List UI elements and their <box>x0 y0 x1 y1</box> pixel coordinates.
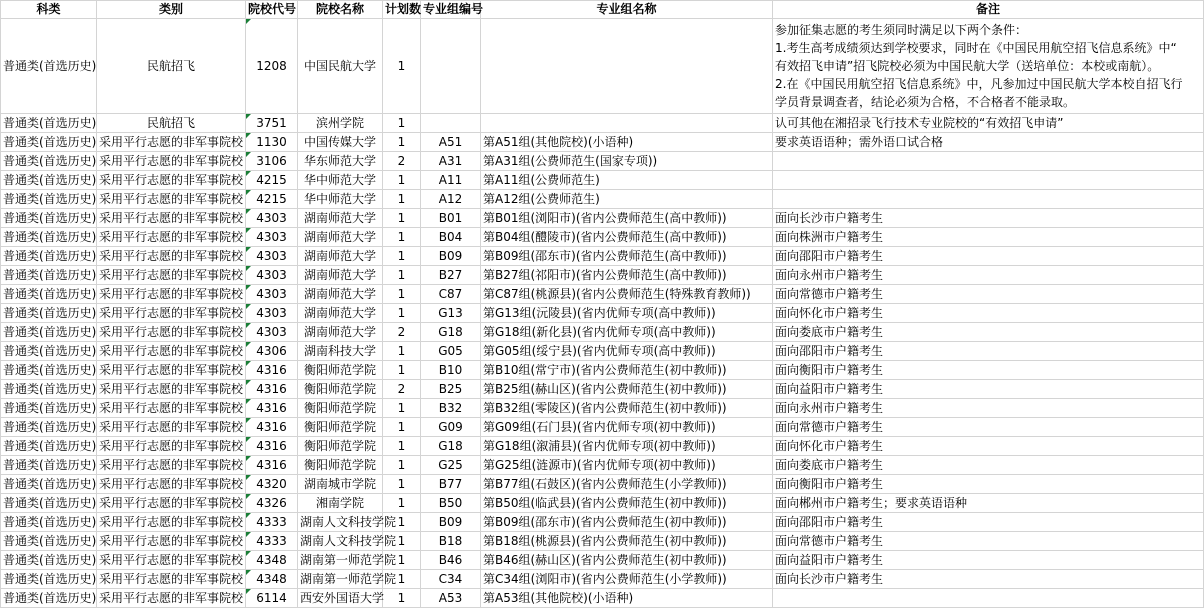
cell-group-name[interactable]: 第B32组(零陵区)(省内公费师范生(初中教师)) <box>481 399 773 418</box>
cell-school-code[interactable]: 4303 <box>246 228 298 247</box>
table-row <box>1 247 1204 266</box>
cell-plan[interactable]: 1 <box>383 285 421 304</box>
cell-category[interactable]: 采用平行志愿的非军事院校 <box>97 494 246 513</box>
cell-group-code[interactable]: B10 <box>421 361 481 380</box>
cell-school-code[interactable]: 4316 <box>246 456 298 475</box>
cell-note[interactable]: 面向怀化市户籍考生 <box>773 304 1204 323</box>
cell-school-code[interactable]: 4348 <box>246 570 298 589</box>
cell-note[interactable]: 面向长沙市户籍考生 <box>773 209 1204 228</box>
cell-note[interactable] <box>773 19 1204 114</box>
cell-plan[interactable]: 1 <box>383 456 421 475</box>
cell-subject[interactable]: 普通类(首选历史) <box>1 570 97 589</box>
cell-group-name[interactable]: 第G18组(新化县)(省内优师专项(高中教师)) <box>481 323 773 342</box>
cell-subject[interactable]: 普通类(首选历史) <box>1 456 97 475</box>
cell-note[interactable]: 面向郴州市户籍考生；要求英语语种 <box>773 494 1204 513</box>
cell-group-name[interactable]: 第G13组(沅陵县)(省内优师专项(高中教师)) <box>481 304 773 323</box>
header-row <box>1 1 1204 19</box>
cell-group-name[interactable]: 第B25组(赫山区)(省内公费师范生(初中教师)) <box>481 380 773 399</box>
cell-note[interactable]: 面向永州市户籍考生 <box>773 399 1204 418</box>
cell-group-code[interactable]: G13 <box>421 304 481 323</box>
cell-group-name[interactable]: 第B27组(祁阳市)(省内公费师范生(高中教师)) <box>481 266 773 285</box>
note-line: 参加征集志愿的考生须同时满足以下两个条件： <box>775 23 1028 37</box>
cell-group-code[interactable]: B18 <box>421 532 481 551</box>
cell-plan[interactable]: 1 <box>383 418 421 437</box>
header-note[interactable]: 备注 <box>773 1 1204 19</box>
cell-group-code[interactable]: B32 <box>421 399 481 418</box>
cell-school-code[interactable]: 4303 <box>246 304 298 323</box>
note-line: 学员背景调查者，结论必须为合格，不合格者不能录取。 <box>775 95 1076 109</box>
table-row <box>1 532 1204 551</box>
cell-school-code[interactable]: 4303 <box>246 323 298 342</box>
table-row <box>1 228 1204 247</box>
cell-subject[interactable]: 普通类(首选历史) <box>1 380 97 399</box>
cell-category[interactable]: 采用平行志愿的非军事院校 <box>97 171 246 190</box>
cell-subject[interactable]: 普通类(首选历史) <box>1 551 97 570</box>
note-line: 2.在《中国民用航空招飞信息系统》中，凡参加过中国民航大学本校自招飞行 <box>775 77 1183 91</box>
cell-plan[interactable]: 1 <box>383 399 421 418</box>
cell-group-name[interactable]: 第G25组(涟源市)(省内优师专项(初中教师)) <box>481 456 773 475</box>
cell-plan[interactable]: 1 <box>383 513 421 532</box>
cell-note[interactable]: 面向邵阳市户籍考生 <box>773 247 1204 266</box>
cell-note[interactable]: 面向怀化市户籍考生 <box>773 437 1204 456</box>
cell-school-name[interactable]: 湖南师范大学 <box>298 285 383 304</box>
cell-school-code[interactable]: 4215 <box>246 171 298 190</box>
cell-plan[interactable]: 1 <box>383 190 421 209</box>
cell-category[interactable]: 民航招飞 <box>97 19 246 114</box>
cell-plan[interactable]: 1 <box>383 475 421 494</box>
cell-category[interactable]: 采用平行志愿的非军事院校 <box>97 475 246 494</box>
cell-group-code[interactable]: B01 <box>421 209 481 228</box>
cell-group-code[interactable]: C34 <box>421 570 481 589</box>
cell-group-name[interactable]: 第B18组(桃源县)(省内公费师范生(初中教师)) <box>481 532 773 551</box>
cell-group-name[interactable]: 第B46组(赫山区)(省内公费师范生(初中教师)) <box>481 551 773 570</box>
cell-category[interactable]: 采用平行志愿的非军事院校 <box>97 190 246 209</box>
header-subject[interactable]: 科类 <box>1 1 97 19</box>
cell-plan[interactable]: 1 <box>383 589 421 608</box>
cell-group-name[interactable]: 第B04组(醴陵市)(省内公费师范生(高中教师)) <box>481 228 773 247</box>
table-row <box>1 171 1204 190</box>
cell-category[interactable]: 采用平行志愿的非军事院校 <box>97 589 246 608</box>
cell-plan[interactable]: 1 <box>383 551 421 570</box>
cell-category[interactable]: 采用平行志愿的非军事院校 <box>97 228 246 247</box>
table-row <box>1 152 1204 171</box>
cell-subject[interactable]: 普通类(首选历史) <box>1 418 97 437</box>
cell-plan[interactable]: 2 <box>383 380 421 399</box>
table-row <box>1 114 1204 133</box>
cell-school-code[interactable]: 4316 <box>246 361 298 380</box>
cell-note[interactable]: 面向娄底市户籍考生 <box>773 456 1204 475</box>
cell-note[interactable] <box>773 171 1204 190</box>
cell-note[interactable]: 面向邵阳市户籍考生 <box>773 513 1204 532</box>
cell-subject[interactable]: 普通类(首选历史) <box>1 437 97 456</box>
cell-group-code[interactable]: B77 <box>421 475 481 494</box>
cell-subject[interactable]: 普通类(首选历史) <box>1 228 97 247</box>
cell-group-code[interactable]: G25 <box>421 456 481 475</box>
cell-school-name[interactable]: 湖南师范大学 <box>298 209 383 228</box>
cell-plan[interactable]: 1 <box>383 133 421 152</box>
header-school-name[interactable]: 院校名称 <box>298 1 383 19</box>
cell-subject[interactable]: 普通类(首选历史) <box>1 475 97 494</box>
cell-note[interactable]: 面向衡阳市户籍考生 <box>773 475 1204 494</box>
header-category[interactable]: 类别 <box>97 1 246 19</box>
cell-group-code[interactable]: G18 <box>421 323 481 342</box>
cell-school-code[interactable]: 1130 <box>246 133 298 152</box>
cell-category[interactable]: 采用平行志愿的非军事院校 <box>97 247 246 266</box>
cell-school-name[interactable]: 湖南师范大学 <box>298 323 383 342</box>
cell-subject[interactable]: 普通类(首选历史) <box>1 19 97 114</box>
cell-group-code[interactable]: G18 <box>421 437 481 456</box>
cell-school-name[interactable]: 衡阳师范学院 <box>298 437 383 456</box>
table-row <box>1 19 1204 114</box>
cell-plan[interactable]: 1 <box>383 19 421 114</box>
table-row <box>1 418 1204 437</box>
cell-school-name[interactable]: 滨州学院 <box>298 114 383 133</box>
cell-plan[interactable]: 1 <box>383 247 421 266</box>
cell-note[interactable]: 面向娄底市户籍考生 <box>773 323 1204 342</box>
cell-plan[interactable]: 1 <box>383 494 421 513</box>
cell-school-code[interactable]: 4348 <box>246 551 298 570</box>
note-line: 1.考生高考成绩须达到学校要求，同时在《中国民用航空招飞信息系统》中“ <box>775 41 1177 55</box>
cell-note[interactable]: 面向益阳市户籍考生 <box>773 551 1204 570</box>
cell-group-code[interactable]: B04 <box>421 228 481 247</box>
cell-school-code[interactable]: 4303 <box>246 209 298 228</box>
cell-school-code[interactable]: 4320 <box>246 475 298 494</box>
cell-group-code[interactable]: B09 <box>421 513 481 532</box>
cell-school-code[interactable]: 4215 <box>246 190 298 209</box>
cell-school-code[interactable]: 4303 <box>246 266 298 285</box>
cell-school-name[interactable]: 中国传媒大学 <box>298 133 383 152</box>
header-plan[interactable]: 计划数 <box>383 1 421 19</box>
cell-group-name[interactable]: 第B10组(常宁市)(省内公费师范生(初中教师)) <box>481 361 773 380</box>
table-row <box>1 399 1204 418</box>
cell-school-code[interactable]: 3106 <box>246 152 298 171</box>
cell-category[interactable]: 采用平行志愿的非军事院校 <box>97 323 246 342</box>
cell-group-name[interactable]: 第C34组(浏阳市)(省内公费师范生(小学教师)) <box>481 570 773 589</box>
cell-school-name[interactable]: 湖南师范大学 <box>298 228 383 247</box>
cell-category[interactable]: 采用平行志愿的非军事院校 <box>97 570 246 589</box>
cell-group-name[interactable]: 第A51组(其他院校)(小语种) <box>481 133 773 152</box>
cell-category[interactable]: 采用平行志愿的非军事院校 <box>97 209 246 228</box>
cell-plan[interactable]: 1 <box>383 304 421 323</box>
table-row <box>1 475 1204 494</box>
cell-category[interactable]: 采用平行志愿的非军事院校 <box>97 532 246 551</box>
cell-subject[interactable]: 普通类(首选历史) <box>1 209 97 228</box>
cell-note[interactable]: 面向株洲市户籍考生 <box>773 228 1204 247</box>
cell-school-name[interactable]: 西安外国语大学 <box>298 589 383 608</box>
cell-group-name[interactable]: 第B01组(浏阳市)(省内公费师范生(高中教师)) <box>481 209 773 228</box>
cell-school-code[interactable]: 4306 <box>246 342 298 361</box>
cell-school-name[interactable]: 湖南师范大学 <box>298 247 383 266</box>
cell-school-code[interactable]: 4316 <box>246 418 298 437</box>
cell-group-name[interactable]: 第B09组(邵东市)(省内公费师范生(初中教师)) <box>481 513 773 532</box>
cell-group-name[interactable] <box>481 19 773 114</box>
note-line: 有效招飞申请”招飞院校必须为中国民航大学（送培单位：本校或南航）。 <box>775 59 1160 73</box>
table-row <box>1 342 1204 361</box>
cell-group-code[interactable]: B27 <box>421 266 481 285</box>
cell-plan[interactable]: 1 <box>383 228 421 247</box>
cell-school-name[interactable]: 衡阳师范学院 <box>298 456 383 475</box>
cell-school-name[interactable]: 衡阳师范学院 <box>298 399 383 418</box>
cell-note[interactable] <box>773 589 1204 608</box>
table-row <box>1 304 1204 323</box>
cell-plan[interactable]: 1 <box>383 437 421 456</box>
table-row <box>1 285 1204 304</box>
table-row <box>1 551 1204 570</box>
cell-plan[interactable]: 1 <box>383 171 421 190</box>
cell-group-code[interactable]: A11 <box>421 171 481 190</box>
header-school-code[interactable]: 院校代号 <box>246 1 298 19</box>
cell-note[interactable]: 面向衡阳市户籍考生 <box>773 361 1204 380</box>
cell-subject[interactable]: 普通类(首选历史) <box>1 399 97 418</box>
cell-group-name[interactable]: 第A53组(其他院校)(小语种) <box>481 589 773 608</box>
cell-school-code[interactable]: 4326 <box>246 494 298 513</box>
cell-group-code[interactable]: C87 <box>421 285 481 304</box>
cell-school-name[interactable]: 华东师范大学 <box>298 152 383 171</box>
cell-school-code[interactable]: 4303 <box>246 285 298 304</box>
cell-school-name[interactable]: 湖南城市学院 <box>298 475 383 494</box>
cell-group-code[interactable] <box>421 114 481 133</box>
cell-plan[interactable]: 2 <box>383 323 421 342</box>
table-row <box>1 209 1204 228</box>
table-row <box>1 513 1204 532</box>
cell-group-code[interactable]: B50 <box>421 494 481 513</box>
cell-category[interactable]: 采用平行志愿的非军事院校 <box>97 399 246 418</box>
cell-group-name[interactable]: 第G18组(溆浦县)(省内优师专项(初中教师)) <box>481 437 773 456</box>
cell-group-name[interactable]: 第C87组(桃源县)(省内公费师范生(特殊教育教师)) <box>481 285 773 304</box>
cell-school-name[interactable]: 湖南师范大学 <box>298 304 383 323</box>
cell-group-code[interactable]: B25 <box>421 380 481 399</box>
cell-school-code[interactable]: 4303 <box>246 247 298 266</box>
table-row <box>1 323 1204 342</box>
cell-school-code[interactable]: 4316 <box>246 380 298 399</box>
table-row <box>1 361 1204 380</box>
cell-school-name[interactable]: 湖南科技大学 <box>298 342 383 361</box>
cell-group-name[interactable]: 第A31组(公费师范生(国家专项)) <box>481 152 773 171</box>
cell-subject[interactable]: 普通类(首选历史) <box>1 266 97 285</box>
cell-note[interactable]: 面向永州市户籍考生 <box>773 266 1204 285</box>
cell-school-code[interactable]: 4316 <box>246 399 298 418</box>
cell-school-code[interactable]: 1208 <box>246 19 298 114</box>
cell-category[interactable]: 采用平行志愿的非军事院校 <box>97 437 246 456</box>
cell-school-name[interactable]: 湖南人文科技学院 <box>298 513 383 532</box>
header-group-name[interactable]: 专业组名称 <box>481 1 773 19</box>
cell-group-code[interactable]: B46 <box>421 551 481 570</box>
cell-school-code[interactable]: 6114 <box>246 589 298 608</box>
cell-school-code[interactable]: 4333 <box>246 532 298 551</box>
cell-note[interactable]: 要求英语语种；需外语口试合格 <box>773 133 1204 152</box>
cell-school-name[interactable]: 华中师范大学 <box>298 190 383 209</box>
cell-category[interactable]: 采用平行志愿的非军事院校 <box>97 380 246 399</box>
table-row <box>1 266 1204 285</box>
cell-category[interactable]: 采用平行志愿的非军事院校 <box>97 133 246 152</box>
cell-plan[interactable]: 1 <box>383 266 421 285</box>
header-group-code[interactable]: 专业组编号 <box>421 1 481 19</box>
cell-subject[interactable]: 普通类(首选历史) <box>1 285 97 304</box>
cell-plan[interactable]: 1 <box>383 570 421 589</box>
cell-category[interactable]: 采用平行志愿的非军事院校 <box>97 266 246 285</box>
cell-subject[interactable]: 普通类(首选历史) <box>1 532 97 551</box>
cell-school-name[interactable]: 华中师范大学 <box>298 171 383 190</box>
cell-group-name[interactable]: 第B50组(临武县)(省内公费师范生(初中教师)) <box>481 494 773 513</box>
cell-category[interactable]: 采用平行志愿的非军事院校 <box>97 304 246 323</box>
cell-school-code[interactable]: 4333 <box>246 513 298 532</box>
cell-group-name[interactable]: 第B09组(邵东市)(省内公费师范生(高中教师)) <box>481 247 773 266</box>
cell-subject[interactable]: 普通类(首选历史) <box>1 152 97 171</box>
cell-note[interactable]: 面向常德市户籍考生 <box>773 418 1204 437</box>
cell-category[interactable]: 采用平行志愿的非军事院校 <box>97 361 246 380</box>
cell-school-name[interactable]: 湖南师范大学 <box>298 266 383 285</box>
cell-note[interactable]: 面向长沙市户籍考生 <box>773 570 1204 589</box>
table-row <box>1 456 1204 475</box>
cell-note[interactable] <box>773 152 1204 171</box>
table-row <box>1 133 1204 152</box>
cell-category[interactable]: 采用平行志愿的非军事院校 <box>97 456 246 475</box>
cell-plan[interactable]: 1 <box>383 532 421 551</box>
cell-group-name[interactable]: 第G09组(石门县)(省内优师专项(初中教师)) <box>481 418 773 437</box>
cell-category[interactable]: 采用平行志愿的非军事院校 <box>97 418 246 437</box>
cell-school-name[interactable]: 湘南学院 <box>298 494 383 513</box>
cell-group-name[interactable]: 第A11组(公费师范生) <box>481 171 773 190</box>
cell-school-name[interactable]: 湖南第一师范学院 <box>298 551 383 570</box>
cell-subject[interactable]: 普通类(首选历史) <box>1 361 97 380</box>
cell-subject[interactable]: 普通类(首选历史) <box>1 171 97 190</box>
cell-plan[interactable]: 1 <box>383 209 421 228</box>
cell-category[interactable]: 采用平行志愿的非军事院校 <box>97 513 246 532</box>
cell-note[interactable]: 面向常德市户籍考生 <box>773 532 1204 551</box>
table-row <box>1 190 1204 209</box>
table-row <box>1 589 1204 608</box>
cell-subject[interactable]: 普通类(首选历史) <box>1 247 97 266</box>
cell-note[interactable]: 面向常德市户籍考生 <box>773 285 1204 304</box>
cell-subject[interactable]: 普通类(首选历史) <box>1 494 97 513</box>
cell-subject[interactable]: 普通类(首选历史) <box>1 114 97 133</box>
cell-subject[interactable]: 普通类(首选历史) <box>1 133 97 152</box>
cell-school-name[interactable]: 中国民航大学 <box>298 19 383 114</box>
cell-category[interactable]: 采用平行志愿的非军事院校 <box>97 285 246 304</box>
cell-group-name[interactable]: 第B77组(石鼓区)(省内公费师范生(小学教师)) <box>481 475 773 494</box>
cell-school-name[interactable]: 衡阳师范学院 <box>298 380 383 399</box>
cell-school-code[interactable]: 4316 <box>246 437 298 456</box>
cell-plan[interactable]: 1 <box>383 114 421 133</box>
cell-category[interactable]: 采用平行志愿的非军事院校 <box>97 342 246 361</box>
cell-category[interactable]: 民航招飞 <box>97 114 246 133</box>
cell-subject[interactable]: 普通类(首选历史) <box>1 513 97 532</box>
cell-note[interactable]: 面向益阳市户籍考生 <box>773 380 1204 399</box>
cell-school-name[interactable]: 湖南第一师范学院 <box>298 570 383 589</box>
cell-subject[interactable]: 普通类(首选历史) <box>1 304 97 323</box>
cell-group-code[interactable] <box>421 19 481 114</box>
table-row <box>1 437 1204 456</box>
cell-school-code[interactable]: 3751 <box>246 114 298 133</box>
cell-note[interactable]: 认可其他在湘招录飞行技术专业院校的“有效招飞申请” <box>773 114 1204 133</box>
cell-note[interactable] <box>773 190 1204 209</box>
cell-group-code[interactable]: B09 <box>421 247 481 266</box>
cell-category[interactable]: 采用平行志愿的非军事院校 <box>97 551 246 570</box>
table-row <box>1 570 1204 589</box>
cell-group-code[interactable]: A12 <box>421 190 481 209</box>
cell-group-name[interactable] <box>481 114 773 133</box>
cell-school-name[interactable]: 衡阳师范学院 <box>298 418 383 437</box>
cell-subject[interactable]: 普通类(首选历史) <box>1 190 97 209</box>
cell-group-code[interactable]: A53 <box>421 589 481 608</box>
cell-group-code[interactable]: A51 <box>421 133 481 152</box>
cell-group-name[interactable]: 第G05组(绥宁县)(省内优师专项(高中教师)) <box>481 342 773 361</box>
cell-note[interactable]: 面向邵阳市户籍考生 <box>773 342 1204 361</box>
cell-subject[interactable]: 普通类(首选历史) <box>1 342 97 361</box>
cell-group-code[interactable]: A31 <box>421 152 481 171</box>
cell-group-name[interactable]: 第A12组(公费师范生) <box>481 190 773 209</box>
table-row <box>1 380 1204 399</box>
cell-group-code[interactable]: G05 <box>421 342 481 361</box>
cell-plan[interactable]: 2 <box>383 152 421 171</box>
cell-plan[interactable]: 1 <box>383 361 421 380</box>
cell-school-name[interactable]: 湖南人文科技学院 <box>298 532 383 551</box>
cell-group-code[interactable]: G09 <box>421 418 481 437</box>
cell-plan[interactable]: 1 <box>383 342 421 361</box>
cell-school-name[interactable]: 衡阳师范学院 <box>298 361 383 380</box>
cell-category[interactable]: 采用平行志愿的非军事院校 <box>97 152 246 171</box>
cell-subject[interactable]: 普通类(首选历史) <box>1 589 97 608</box>
table-row <box>1 494 1204 513</box>
cell-subject[interactable]: 普通类(首选历史) <box>1 323 97 342</box>
